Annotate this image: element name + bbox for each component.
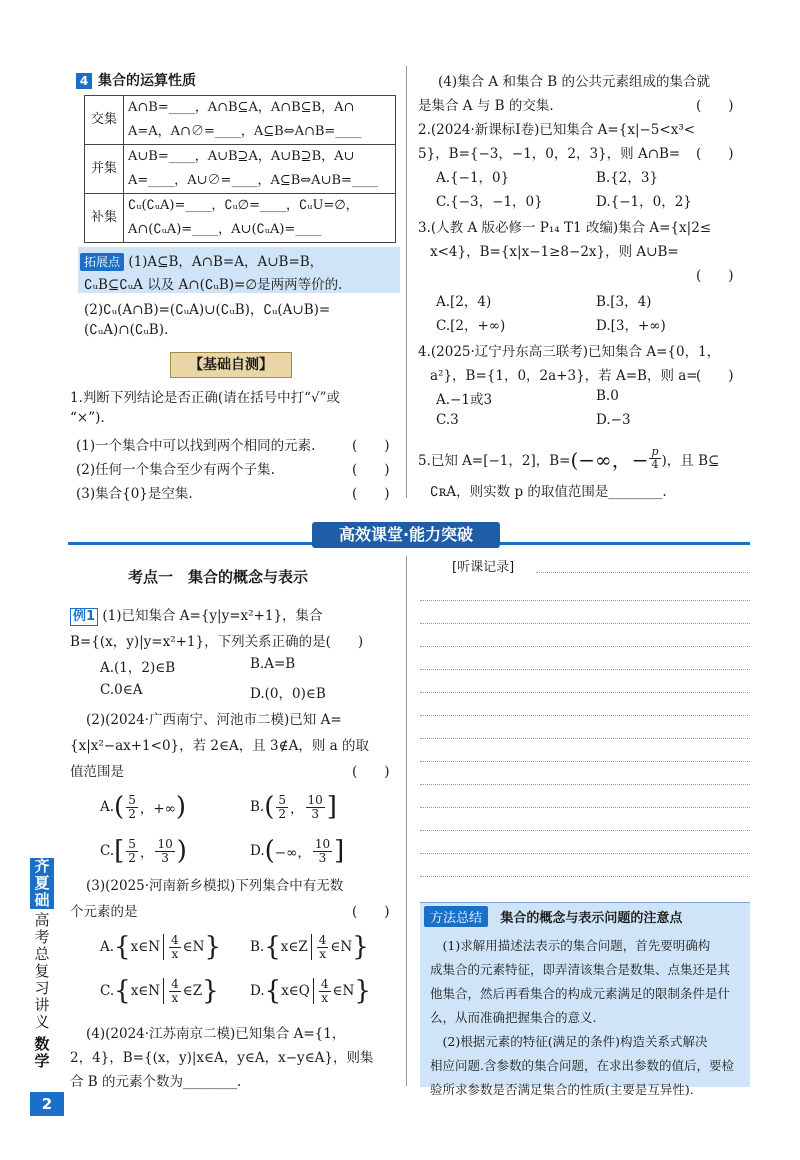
ex1-p3-option	[100, 932, 221, 962]
brace: }	[352, 932, 369, 962]
ex1-p3-option	[100, 976, 219, 1006]
fraction-den: x	[319, 946, 326, 961]
expand-text-1: (1)A⊆B，A∩B=A，A∪B=B，	[128, 254, 324, 270]
q2-option-a: A.{−1，0}	[436, 170, 510, 186]
q4-option-c: C.3	[436, 412, 459, 428]
example-tag: 例1	[70, 608, 98, 626]
ex1-p2-line3: 值范围是	[70, 764, 124, 780]
expand-line-3: (2)∁ᵤ(A∩B)=(∁ᵤA)∪(∁ᵤB)，∁ᵤ(A∪B)=	[84, 302, 331, 318]
notes-line	[420, 669, 750, 670]
notes-line	[420, 715, 750, 716]
row-content	[124, 145, 396, 194]
method-body	[430, 934, 748, 1102]
section-number: 4	[76, 73, 92, 89]
ex1-p1-text: (1)已知集合 A={y|y=x²+1}，集合	[102, 608, 323, 624]
ex1-p1-option-b: B.A=B	[250, 656, 296, 672]
fraction-den: x	[321, 990, 329, 1005]
section-title: 集合的运算性质	[98, 73, 196, 89]
fraction-num: 4	[320, 976, 329, 991]
bracket: (	[264, 836, 275, 866]
brace: {	[264, 932, 281, 962]
method-line: 么，从而准确把握集合的意义.	[430, 1010, 597, 1025]
option-label: B.	[250, 939, 265, 955]
table-row	[85, 145, 396, 194]
brand-logo: 齐夏础	[30, 858, 54, 909]
q2-option-d: D.{−1，0，2}	[596, 194, 692, 210]
ex1-p3-option	[250, 976, 371, 1006]
set-bar	[163, 934, 164, 960]
fraction	[276, 794, 288, 821]
ex1-p3-line2: 个元素的是	[70, 904, 138, 920]
ex1-p2-line2: {x|x²−ax+1<0}，若 2∈A，且 3∉A，则 a 的取	[70, 738, 370, 754]
q3-option-a: A.[2，4)	[436, 294, 492, 310]
expand-line-1	[80, 250, 323, 271]
brace: }	[204, 932, 222, 962]
row-label: 并集	[85, 145, 124, 194]
brace: {	[264, 976, 282, 1006]
fraction	[169, 934, 181, 961]
table-row	[85, 96, 396, 145]
fraction-den: x	[171, 946, 179, 961]
expand-tag: 拓展点	[80, 253, 124, 271]
row-line: A=A，A∩∅=____，A⊆B⇔A∩B=____	[128, 124, 362, 139]
notes-line	[420, 738, 750, 739]
q5-line2: ∁ʀA，则实数 p 的取值范围是________.	[430, 484, 667, 500]
q3-line1: 3.(人教 A 版必修一 P₁₄ T1 改编)集合 A={x|2≤	[418, 220, 712, 236]
fraction-num: 10	[307, 792, 323, 807]
notes-line	[420, 853, 750, 854]
fraction-num: p	[651, 445, 659, 458]
ex1-p1-option-c: C.0∈A	[100, 682, 143, 698]
notes-header: [听课记录]	[452, 560, 515, 575]
notes-line	[536, 572, 750, 573]
method-tag: 方法总结	[424, 906, 488, 927]
q2-line2: 5}，B={−3，−1，0，2，3}，则 A∩B=	[418, 146, 681, 162]
fraction-num: 5	[278, 792, 287, 807]
fraction	[313, 838, 332, 865]
fraction-num: 5	[128, 836, 136, 851]
notes-line	[420, 623, 750, 624]
set-bar	[313, 978, 314, 1004]
method-line: 成集合的元素特征，即弄清该集合是数集、点集还是其	[430, 962, 731, 977]
option-text: ，	[290, 801, 304, 817]
q4-line2: a²}，B={1，0，2a+3}，若 A=B，则 a=	[430, 368, 698, 384]
answer-paren: ( )	[696, 368, 734, 384]
fraction-den: 3	[311, 806, 319, 821]
q3-option-b: B.[3，4)	[596, 294, 652, 310]
fraction-den: 3	[318, 850, 327, 865]
q1-4-line2: 是集合 A 与 B 的交集.	[418, 98, 554, 114]
ex1-p4-line1: (4)(2024·江苏南京二模)已知集合 A={1，	[86, 1026, 346, 1042]
row-line: A∩B=____，A∩B⊆A，A∩B⊆B，A∩	[128, 100, 355, 115]
fraction	[155, 838, 174, 865]
q1-item-1: (1)一个集合中可以找到两个相同的元素.	[76, 438, 316, 454]
ex1-p3-option	[250, 932, 369, 962]
bracket: [	[114, 836, 125, 866]
ex1-p1-option-a: A.(1，2)∈B	[100, 660, 176, 676]
fraction	[169, 978, 181, 1005]
q5-fraction	[649, 446, 660, 471]
set-rel: ∈N	[182, 939, 205, 955]
notes-line	[420, 646, 750, 647]
option-label: A.	[100, 939, 115, 955]
ex1-p1-line2: B={(x，y)|y=x²+1}，下列关系正确的是( )	[70, 634, 364, 650]
q5-text-c: )，且 B⊆	[661, 452, 720, 469]
page-number: 2	[30, 1092, 64, 1116]
row-content	[124, 96, 396, 145]
option-label: D.	[250, 983, 265, 999]
fraction-den: 2	[128, 850, 136, 865]
method-line: 他集合，然后再看集合的构成元素满足的限制条件是什	[430, 986, 731, 1001]
bracket: (	[264, 792, 275, 822]
q4-option-b: B.0	[596, 388, 619, 404]
set-rel: ∈N	[332, 983, 355, 999]
q3-option-c: C.[2，+∞)	[436, 318, 506, 334]
answer-paren: ( )	[352, 904, 390, 920]
section-heading	[76, 70, 196, 90]
answer-paren: ( )	[352, 486, 390, 502]
q5-text-b: (−∞，−	[570, 448, 649, 472]
notes-line	[420, 600, 750, 601]
base-test-header: 【基础自测】	[170, 352, 292, 378]
q4-line1: 4.(2025·辽宁丹东高三联考)已知集合 A={0，1，	[418, 344, 721, 360]
notes-line	[420, 876, 750, 877]
column-divider	[406, 66, 407, 498]
method-head	[424, 906, 682, 927]
operations-table	[84, 95, 396, 243]
ex1-p2-option	[100, 836, 187, 866]
fraction-den: 2	[128, 806, 136, 821]
bracket: ]	[326, 792, 337, 822]
option-text: ，+∞	[139, 801, 176, 817]
fraction	[306, 794, 325, 821]
answer-paren: ( )	[696, 268, 734, 284]
set-var: x∈N	[130, 983, 161, 999]
answer-paren: ( )	[352, 438, 390, 454]
fraction-num: 4	[318, 932, 327, 947]
fraction-den: 4	[651, 458, 659, 471]
row-label: 交集	[85, 96, 124, 145]
kaodian-title: 考点一 集合的概念与表示	[128, 568, 309, 586]
option-label: B.	[250, 799, 265, 815]
series-title: 高考总复习讲义	[34, 911, 50, 1031]
ex1-p3-line1: (3)(2025·河南新乡模拟)下列集合中有无数	[86, 878, 344, 894]
q3-line2: x<4}，B={x|x−1≥8−2x}，则 A∪B=	[430, 244, 679, 260]
bracket: )	[176, 836, 187, 866]
notes-line	[420, 784, 750, 785]
ex1-p2-option	[100, 792, 186, 822]
answer-paren: ( )	[352, 462, 390, 478]
set-bar	[311, 934, 312, 960]
ex1-p2-option	[250, 792, 337, 822]
method-line: (1)求解用描述法表示的集合问题，首先要明确构	[430, 938, 711, 953]
row-content	[124, 194, 396, 243]
ex1-p4-line2: 2，4}，B={(x，y)|x∈A，y∈A，x−y∈A}，则集	[70, 1050, 374, 1066]
option-text: ，	[139, 845, 154, 861]
q2-line1: 2.(2024·新课标Ⅰ卷)已知集合 A={x|−5<x³<	[418, 122, 696, 138]
brace: }	[354, 976, 371, 1006]
set-rel: ∈Z	[182, 983, 203, 999]
table-row	[85, 194, 396, 243]
brace: }	[202, 976, 219, 1006]
fraction	[319, 978, 331, 1005]
set-var: x∈N	[130, 939, 161, 955]
notes-line	[420, 807, 750, 808]
notes-line	[420, 830, 750, 831]
fraction	[317, 934, 329, 961]
method-line: 相应问题.含参数的集合问题，在求出参数的值后，要检	[430, 1058, 734, 1073]
fraction-den: x	[171, 990, 179, 1005]
set-var: x∈Q	[281, 983, 310, 999]
q5-line1	[418, 444, 719, 473]
method-title: 集合的概念与表示问题的注意点	[500, 911, 683, 926]
answer-paren: ( )	[696, 98, 734, 114]
answer-paren: ( )	[696, 146, 734, 162]
q2-option-c: C.{−3，−1，0}	[436, 194, 543, 210]
column-divider	[406, 556, 407, 1086]
fraction-num: 4	[171, 976, 179, 991]
q4-option-d: D.−3	[596, 412, 631, 428]
option-label: C.	[100, 983, 115, 999]
row-line: ∁ᵤ(∁ᵤA)=____，∁ᵤ∅=____，∁ᵤU=∅，	[128, 198, 359, 213]
ex1-p1-line1	[70, 604, 323, 626]
brace: {	[114, 976, 131, 1006]
fraction-num: 10	[157, 836, 173, 851]
q1-item-2: (2)任何一个集合至少有两个子集.	[76, 462, 275, 478]
expand-line-4: (∁ᵤA)∩(∁ᵤB).	[84, 322, 169, 338]
set-bar	[163, 978, 164, 1004]
fraction	[126, 794, 138, 821]
bracket: (	[114, 792, 125, 822]
answer-paren: ( )	[352, 764, 390, 780]
ex1-p2-line1: (2)(2024·广西南宁、河池市二模)已知 A=	[86, 712, 342, 728]
expand-line-2: ∁ᵤB⊆∁ᵤA 以及 A∩(∁ᵤB)=∅是两两等价的.	[84, 277, 343, 293]
q4-option-a: A.−1或3	[436, 392, 493, 408]
q2-option-b: B.{2，3}	[596, 170, 659, 186]
set-var: x∈Z	[280, 939, 308, 955]
q1-4-line1: (4)集合 A 和集合 B 的公共元素组成的集合就	[438, 74, 710, 90]
option-label: C.	[100, 843, 115, 859]
brace: {	[114, 932, 131, 962]
subject-label: 数学	[34, 1035, 50, 1070]
fraction-num: 5	[128, 792, 136, 807]
method-line: 验所求参数是否满足集合的性质(主要是互异性).	[430, 1082, 694, 1097]
ex1-p1-option-d: D.(0，0)∈B	[250, 686, 326, 702]
ex1-p2-option	[250, 836, 344, 866]
bracket: )	[175, 792, 187, 822]
fraction-num: 4	[171, 932, 179, 947]
row-line: A∩(∁ᵤA)=____，A∪(∁ᵤA)=____	[128, 222, 322, 237]
q5-text-a: 5.已知 A=[−1，2]，B=	[418, 452, 571, 469]
option-label: D.	[250, 843, 265, 859]
notes-line	[420, 761, 750, 762]
row-label: 补集	[85, 194, 124, 243]
option-text: −∞，	[274, 845, 311, 861]
q3-option-d: D.[3，+∞)	[596, 318, 666, 334]
set-rel: ∈N	[330, 939, 353, 955]
fraction-den: 3	[161, 850, 169, 865]
bracket: ]	[334, 836, 345, 866]
ex1-p4-line3: 合 B 的元素个数为________.	[70, 1074, 242, 1090]
fraction-num: 10	[314, 836, 331, 851]
notes-line	[420, 692, 750, 693]
fraction-den: 2	[278, 806, 287, 821]
fraction	[126, 838, 138, 865]
q1-line1: 1.判断下列结论是否正确(请在括号中打“√”或	[70, 390, 341, 406]
q1-item-3: (3)集合{0}是空集.	[76, 486, 193, 502]
row-line: A∪B=____，A∪B⊇A，A∪B⊇B，A∪	[128, 149, 355, 164]
method-line: (2)根据元素的特征(满足的条件)构造关系式解决	[430, 1034, 708, 1049]
option-label: A.	[100, 799, 115, 815]
banner-title: 高效课堂·能力突破	[312, 522, 500, 548]
row-line: A=____，A∪∅=____，A⊆B⇔A∪B=____	[128, 173, 378, 188]
q1-line2: “×”).	[70, 410, 105, 426]
